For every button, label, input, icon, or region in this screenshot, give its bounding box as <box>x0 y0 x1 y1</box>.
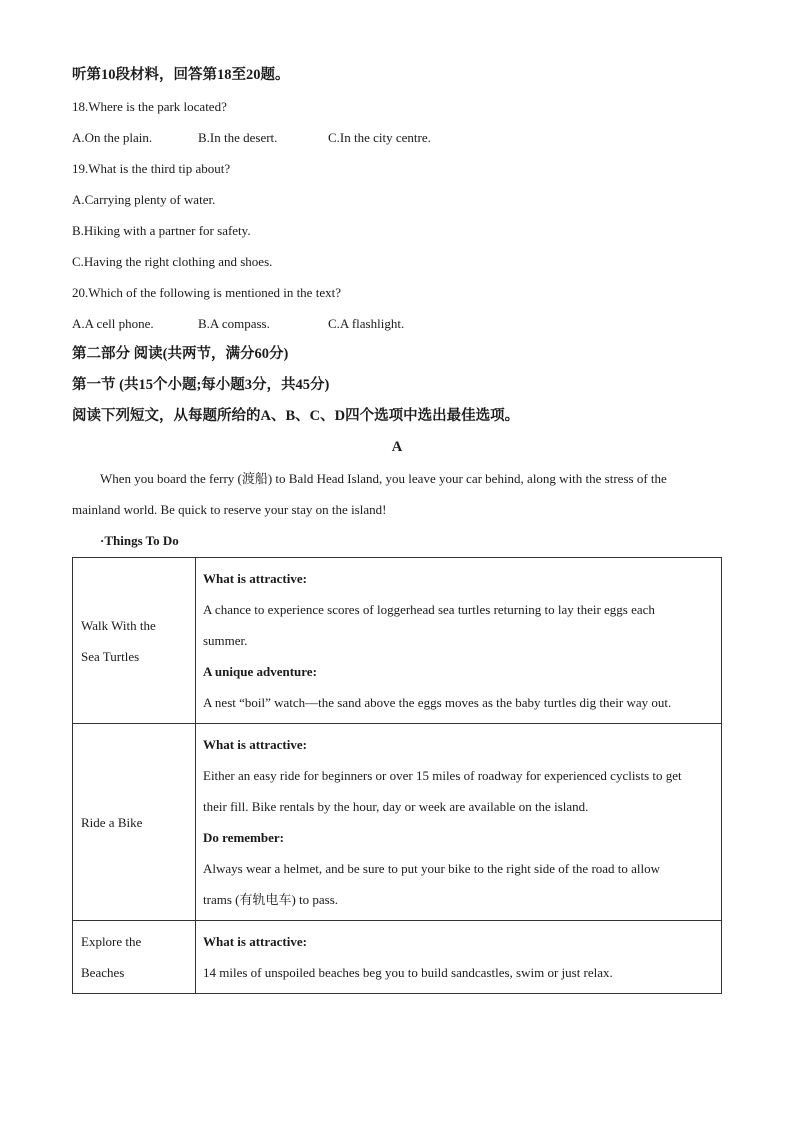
question-18-option-a[interactable]: A.On the plain. <box>72 130 153 145</box>
things-heading: ·Things To Do <box>100 533 179 548</box>
question-20-stem: 20.Which of the following is mentioned in the text? <box>72 285 341 300</box>
row-name-cell <box>73 724 196 921</box>
row-name-line: Ride a Bike <box>81 814 143 830</box>
question-20-options <box>72 308 722 339</box>
question-20-option-b[interactable]: B.A compass. <box>198 316 270 331</box>
question-19-stem: 19.What is the third tip about? <box>72 161 231 176</box>
question-19-option-b[interactable]: B.Hiking with a partner for safety. <box>72 223 251 238</box>
attractive-label: What is attractive: <box>203 737 307 752</box>
table-row <box>73 558 722 724</box>
reading-instruction: 阅读下列短文，从每题所给的A、B、C、D四个选项中选出最佳选项。 <box>72 408 520 424</box>
question-18-option-b[interactable]: B.In the desert. <box>198 130 278 145</box>
row-description-cell <box>196 921 722 994</box>
description-text: Always wear a helmet, and be sure to put your bike to the right side of the road to allow <box>203 861 661 876</box>
description-text: Either an easy ride for beginners or over 15 miles of roadway for experienced cyclists to get <box>203 768 682 783</box>
question-19-option-a[interactable]: A.Carrying plenty of water. <box>72 192 216 207</box>
exam-page <box>72 60 722 994</box>
passage-intro-line-1: When you board the ferry (渡船) to Bald Head Island, you leave your car behind, along with the stress of the <box>100 471 667 486</box>
row-name-cell <box>73 558 196 724</box>
question-18-stem: 18.Where is the park located? <box>72 99 227 114</box>
question-20-option-c[interactable]: C.A flashlight. <box>328 316 405 331</box>
passage-intro-line-2: mainland world. Be quick to reserve your stay on the island! <box>72 502 387 517</box>
row-name-cell <box>73 921 196 994</box>
attractive-label: What is attractive: <box>203 571 307 586</box>
reading-section-title: 第一节 (共15个小题;每小题3分，共45分) <box>72 377 330 393</box>
description-text: 14 miles of unspoiled beaches beg you to build sandcastles, swim or just relax. <box>203 965 613 980</box>
row-description-cell <box>196 724 722 921</box>
attractive-label: What is attractive: <box>203 934 307 949</box>
question-20-option-a[interactable]: A.A cell phone. <box>72 316 154 331</box>
table-row <box>73 724 722 921</box>
remember-label: Do remember: <box>203 830 284 845</box>
things-to-do-table <box>72 557 722 994</box>
listening-heading: 听第10段材料，回答第18至20题。 <box>72 67 290 83</box>
row-description-cell <box>196 558 722 724</box>
description-text: summer. <box>203 633 248 648</box>
description-text: A chance to experience scores of loggerhead sea turtles returning to lay their eggs each <box>203 602 655 617</box>
description-text: their fill. Bike rentals by the hour, day or week are available on the island. <box>203 799 589 814</box>
row-name-line: Sea Turtles <box>81 648 140 664</box>
passage-letter: A <box>391 439 403 455</box>
row-name-line: Beaches <box>81 965 125 980</box>
reading-part-title: 第二部分 阅读(共两节，满分60分) <box>72 346 289 362</box>
question-18-option-c[interactable]: C.In the city centre. <box>328 130 431 145</box>
adventure-label: A unique adventure: <box>203 664 317 679</box>
question-18-options <box>72 122 722 153</box>
description-text: A nest “boil” watch—the sand above the eggs moves as the baby turtles dig their way out. <box>203 695 672 710</box>
row-name-line: Walk With the <box>81 617 156 633</box>
description-text: trams (有轨电车) to pass. <box>203 892 339 907</box>
table-row <box>73 921 722 994</box>
question-19-option-c[interactable]: C.Having the right clothing and shoes. <box>72 254 273 269</box>
row-name-line: Explore the <box>81 934 142 949</box>
